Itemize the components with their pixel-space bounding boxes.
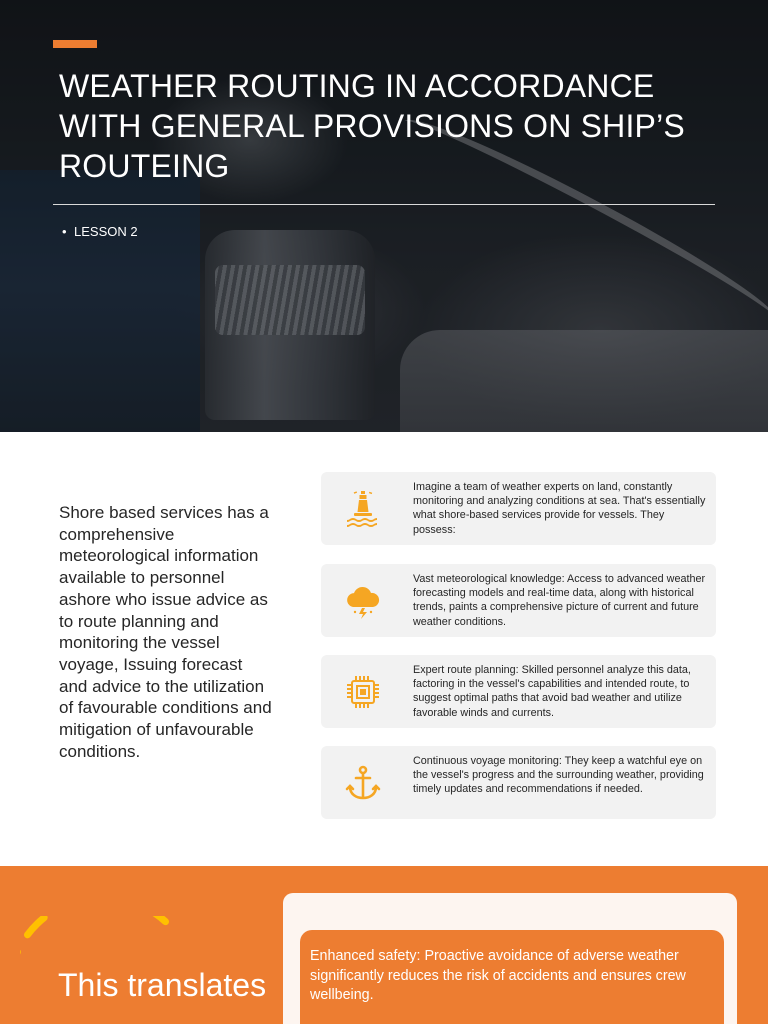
benefit-text: Enhanced safety: Proactive avoidance of adverse weather significantly reduces the risk of accidents and ensures crew wellbeing.	[310, 948, 686, 1003]
card-shore-services	[321, 472, 716, 545]
bullet-icon: •	[62, 224, 67, 239]
photo-overlay	[0, 0, 768, 432]
subtitle-text: LESSON 2	[74, 224, 138, 239]
card-text: Vast meteorological knowledge: Access to advanced weather forecasting models and real-time data, along with historical trends, paints a comprehensive picture of current and future weather conditions.	[413, 573, 706, 628]
benefits-slide	[0, 866, 768, 1024]
title-slide	[0, 0, 768, 432]
card-voyage-monitoring	[321, 746, 716, 819]
lead-paragraph: Shore based services has a comprehensive meteorological information available to personnel ashore who issue advice as to route planning and monitoring the vessel voyage, Issuing forecast and advice to the utilization of favourable conditions and mitigation of unfavourable conditions.	[59, 503, 272, 761]
lighthouse-icon	[343, 489, 383, 529]
section-heading: This translates	[58, 967, 267, 1003]
anchor-icon	[343, 763, 383, 803]
card-text: Continuous voyage monitoring: They keep a watchful eye on the vessel's progress and the surrounding weather, providing timely updates and recommendations if needed.	[413, 755, 704, 796]
card-text: Imagine a team of weather experts on land, constantly monitoring and analyzing conditions at sea. That's essentially what shore-based services provide for vessels. They possess:	[413, 481, 706, 536]
benefits-panel	[283, 893, 737, 1024]
storm-cloud-icon	[343, 581, 383, 621]
card-route-planning	[321, 655, 716, 728]
card-meteorological-knowledge	[321, 564, 716, 637]
benefit-item	[300, 930, 724, 1024]
slide-title: WEATHER ROUTING IN ACCORDANCE WITH GENERAL PROVISIONS ON SHIP’S ROUTEING	[59, 68, 685, 184]
card-text: Expert route planning: Skilled personnel analyze this data, factoring in the vessel's capabilities and intended route, to suggest optimal paths that avoid bad weather and utilize favorable winds and currents.	[413, 664, 691, 719]
accent-bar	[53, 40, 97, 48]
title-divider	[53, 204, 715, 205]
slide-subtitle	[62, 223, 138, 241]
processor-chip-icon	[343, 672, 383, 712]
